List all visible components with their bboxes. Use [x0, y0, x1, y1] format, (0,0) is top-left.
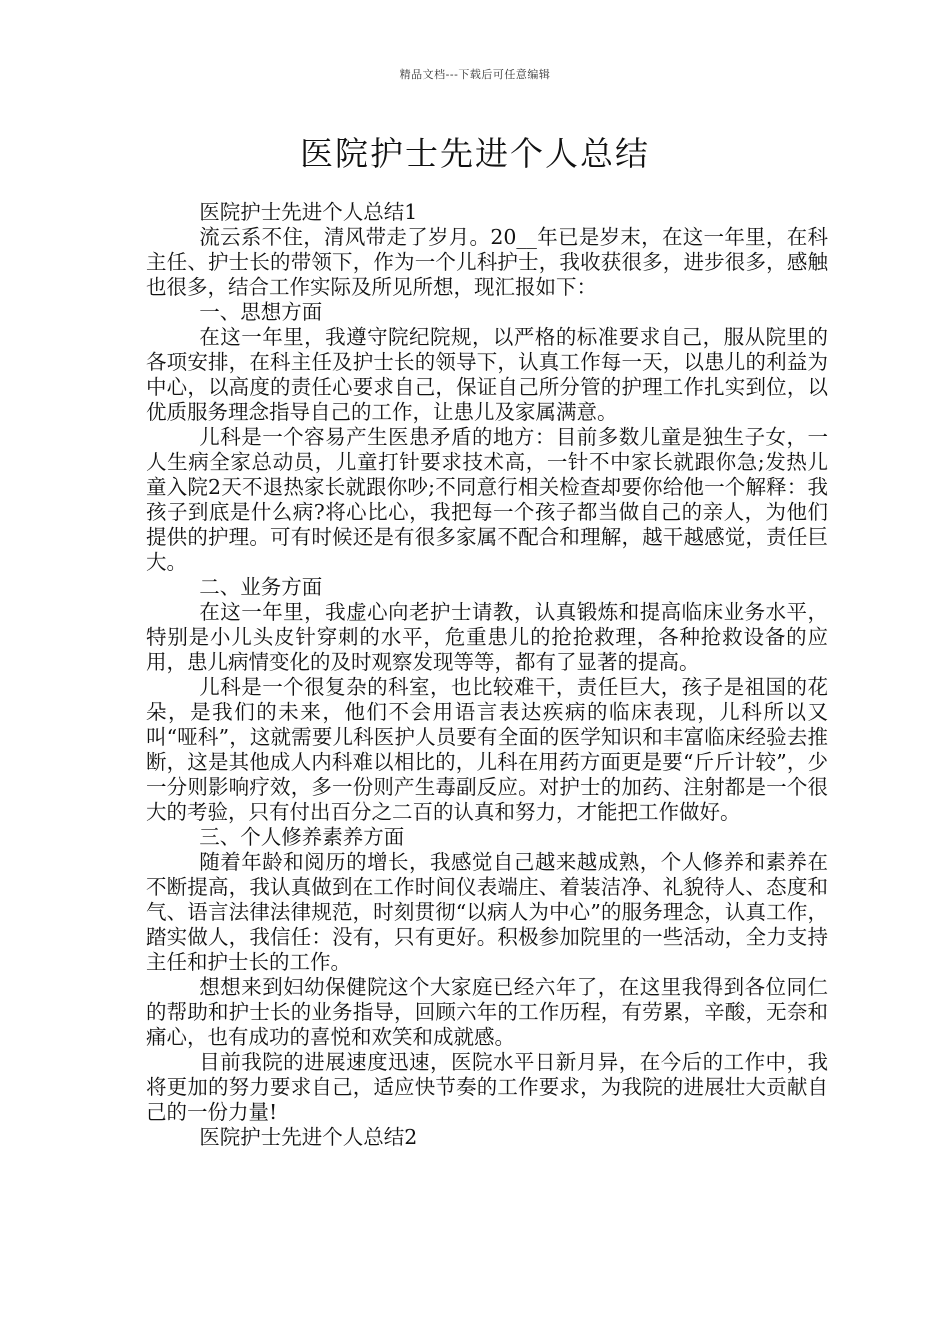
paragraph: 儿科是一个容易产生医患矛盾的地方：目前多数儿童是独生子女，一人生病全家总动员，儿童打针要求技术高，一针不中家长就跟你急;发热儿童入院2天不退热家长就跟你吵;不同意行相关检查却要你给他一个解释：我孩子到底是什么病?将心比心，我把每一个孩子都当做自己的亲人，为他们提供的护理。可有时候还是有很多家属不配合和理解，越干越感觉，责任巨大。	[146, 425, 828, 574]
paragraph: 想想来到妇幼保健院这个大家庭已经六年了，在这里我得到各位同仁的帮助和护士长的业务指导，回顾六年的工作历程，有劳累，辛酸，无奈和痛心，也有成功的喜悦和欢笑和成就感。	[146, 975, 828, 1049]
paragraph: 随着年龄和阅历的增长，我感觉自己越来越成熟，个人修养和素养在不断提高，我认真做到在工作时间仪表端庄、着装洁净、礼貌待人、态度和气、语言法律法律规范，时刻贯彻“以病人为中心”的服务理念，认真工作，踏实做人，我信任：没有，只有更好。积极参加院里的一些活动，全力支持主任和护士长的工作。	[146, 850, 828, 974]
paragraph: 儿科是一个很复杂的科室，也比较难干，责任巨大，孩子是祖国的花朵，是我们的未来，他们不会用语言表达疾病的临床表现，儿科所以又叫“哑科”，这就需要儿科医护人员要有全面的医学知识和丰富临床经验去推断，这是其他成人内科难以相比的，儿科在用药方面更是要“斤斤计较”，少一分则影响疗效，多一份则产生毒副反应。对护士的加药、注射都是一个很大的考验，只有付出百分之二百的认真和努力，才能把工作做好。	[146, 675, 828, 824]
paragraph: 在这一年里，我遵守院纪院规，以严格的标准要求自己，服从院里的各项安排，在科主任及护士长的领导下，认真工作每一天，以患儿的利益为中心，以高度的责任心要求自己，保证自己所分管的护理工作扎实到位，以优质服务理念指导自己的工作，让患儿及家属满意。	[146, 325, 828, 424]
document-title: 医院护士先进个人总结	[300, 134, 650, 173]
section-heading: 二、业务方面	[199, 575, 323, 599]
section-heading: 医院护士先进个人总结1	[199, 200, 418, 224]
paragraph: 流云系不住，清风带走了岁月。20__年已是岁末，在这一年里，在科主任、护士长的带领下，作为一个儿科护士，我收获很多，进步很多，感触也很多，结合工作实际及所见所想，现汇报如下：	[146, 225, 828, 299]
section-heading: 医院护士先进个人总结2	[199, 1125, 418, 1149]
paragraph: 目前我院的进展速度迅速，医院水平日新月异，在今后的工作中，我将更加的努力要求自己，适应快节奏的工作要求，为我院的进展壮大贡献自己的一份力量!	[146, 1050, 828, 1124]
document-body	[146, 200, 828, 1150]
section-heading: 三、个人修养素养方面	[199, 825, 405, 849]
header-note: 精品文档---下载后可任意编辑	[399, 68, 551, 81]
section-heading: 一、思想方面	[199, 300, 323, 324]
paragraph: 在这一年里，我虚心向老护士请教，认真锻炼和提高临床业务水平，特别是小儿头皮针穿刺的水平，危重患儿的抢抢救理，各种抢救设备的应用，患儿病情变化的及时观察发现等等，都有了显著的提高。	[146, 600, 828, 674]
